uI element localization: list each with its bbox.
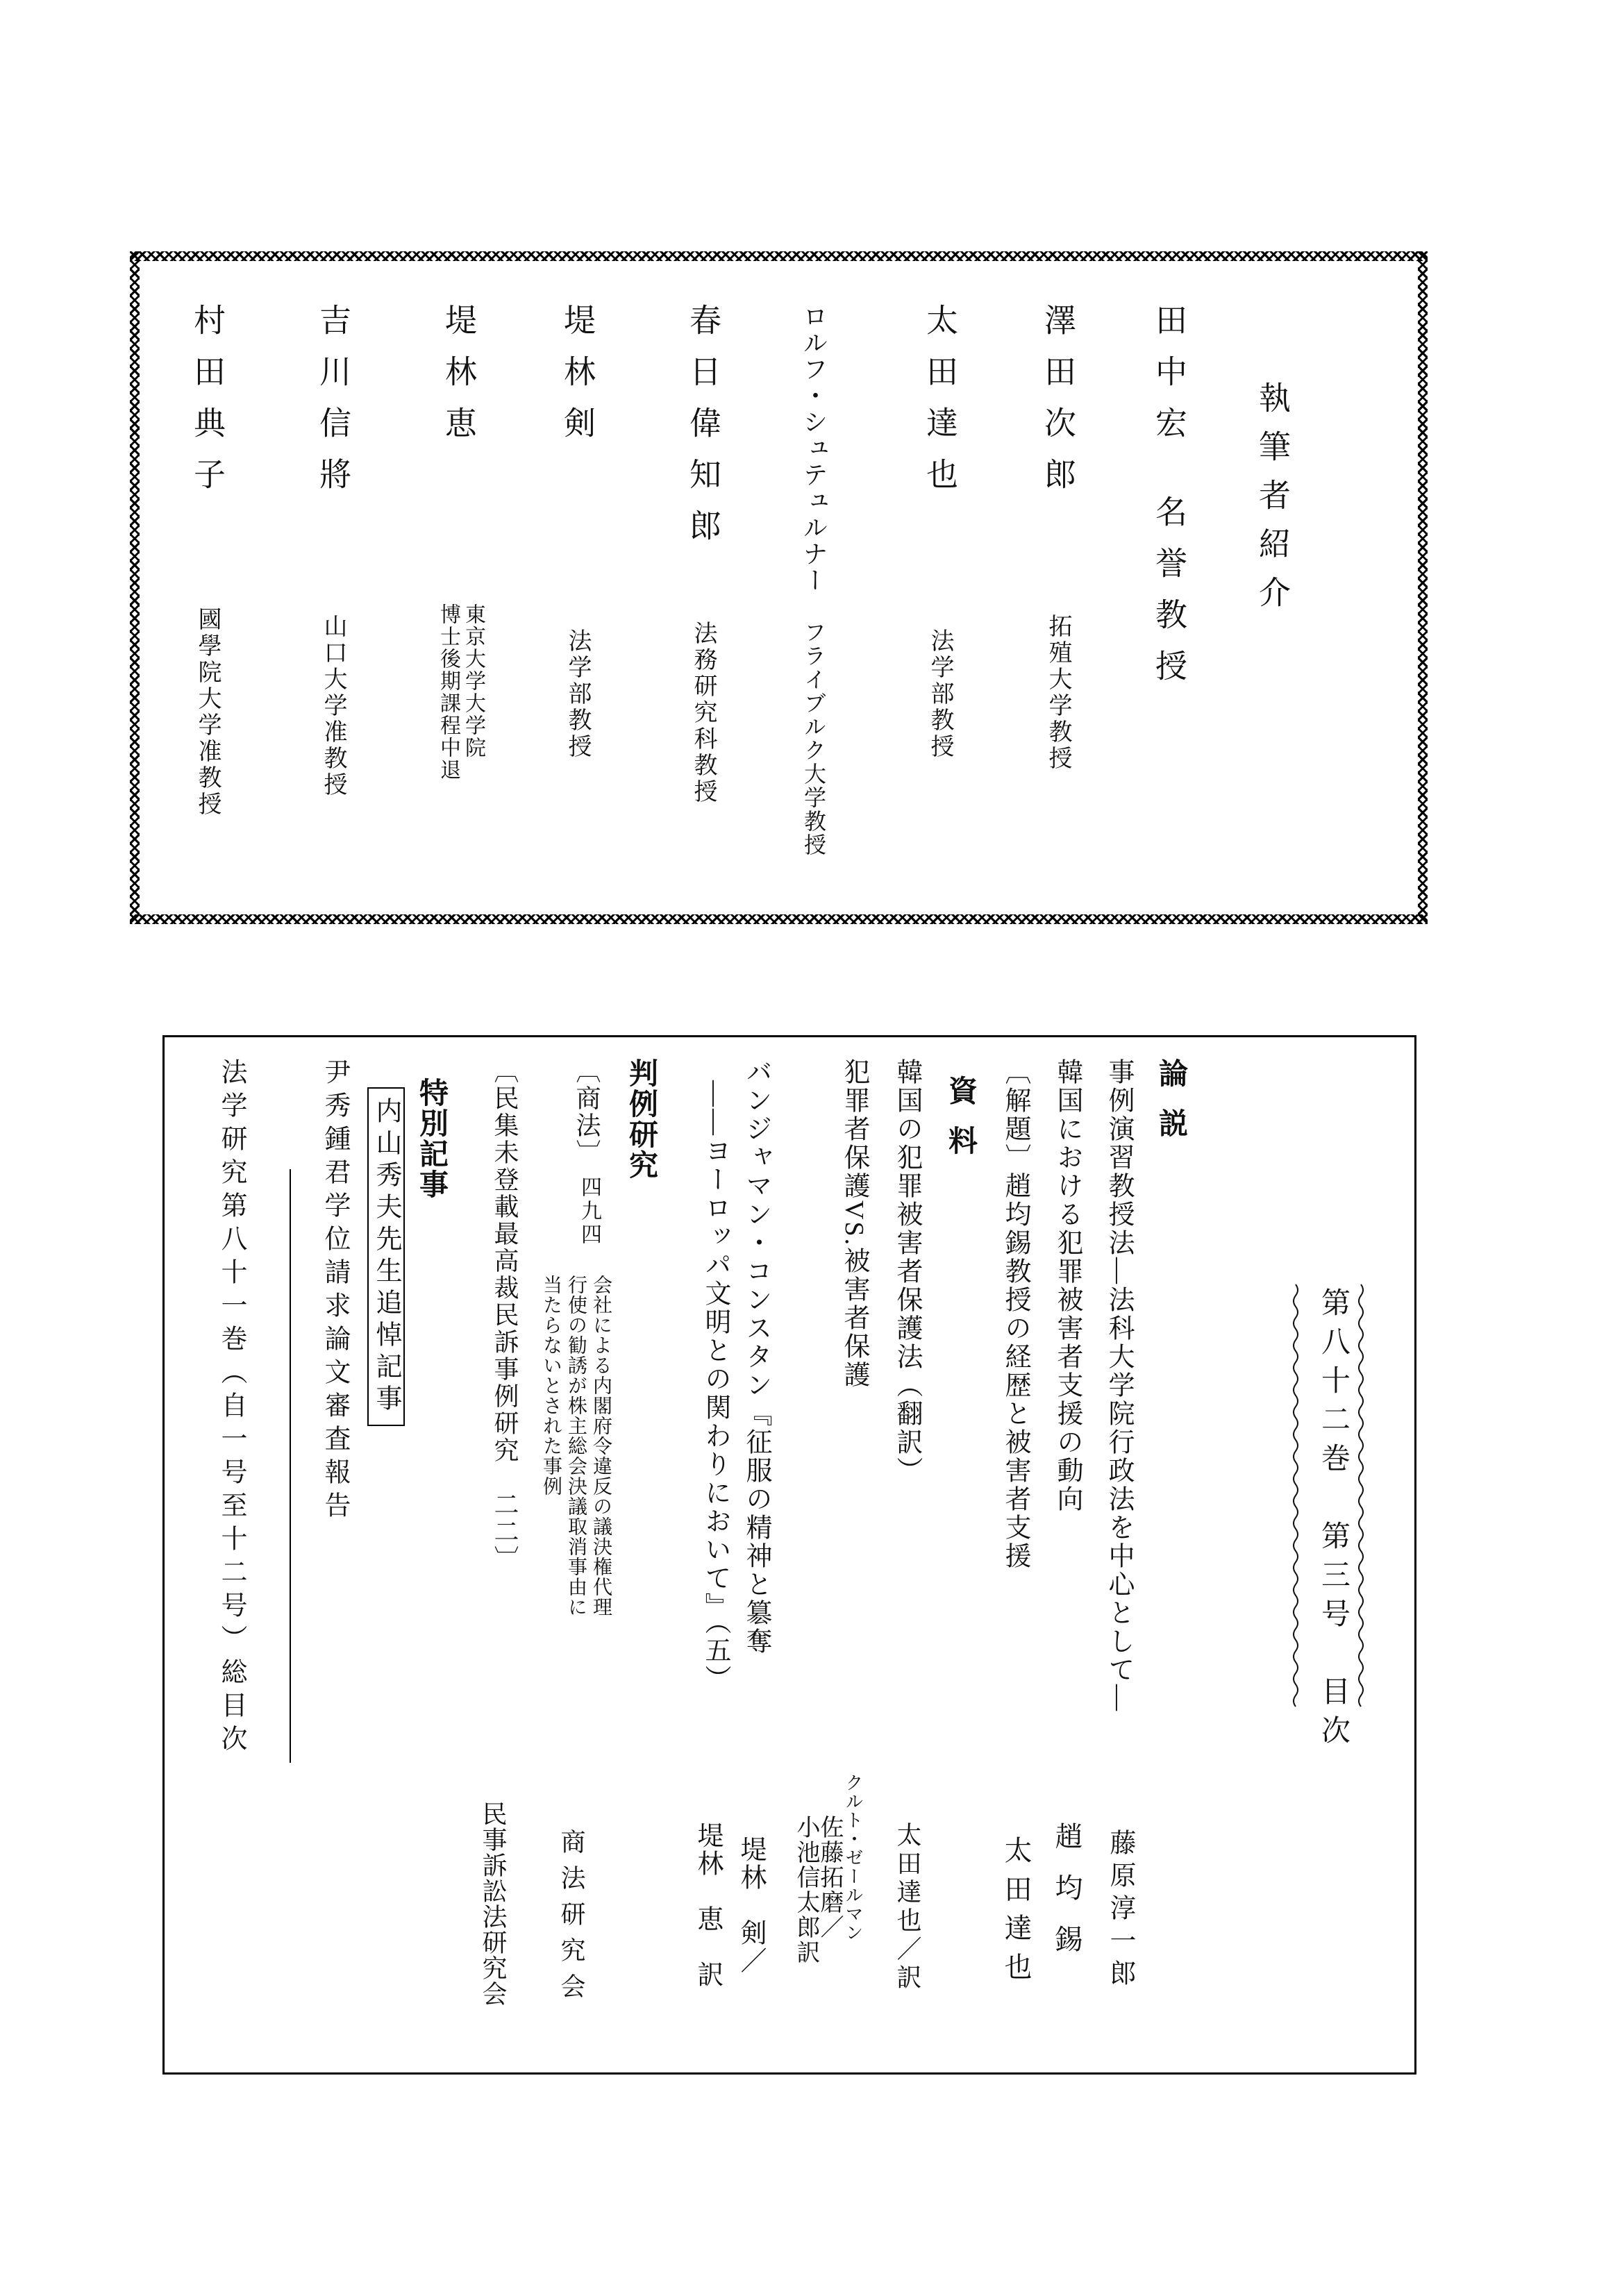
toc-entry-title-line1: バンジャマン・コンスタン『征服の精神と簒奪 <box>742 1058 771 1656</box>
toc-entry-title: 〔解題〕趙均錫教授の経歴と被害者支援 <box>1001 1058 1030 1570</box>
wavy-ornament-right <box>1356 1282 1366 1726</box>
toc-entry-title: 〔民集未登載最高裁民訴事例研究 二二〕 <box>491 1058 519 1573</box>
toc-volume-title: 第八十二巻 第三号 目次 <box>1317 1287 1349 1754</box>
author-affiliation-line2: 博士後期課程中退 <box>437 603 460 781</box>
author-name: 村田典子 <box>190 303 225 509</box>
author-affiliation: 法学部教授 <box>565 628 590 760</box>
toc-entry-title: 事例演習教授法―法科大学院行政法を中心として― <box>1104 1058 1133 1713</box>
author-entry <box>552 251 602 924</box>
author-name: 澤田次郎 <box>1040 303 1076 509</box>
toc-entry-author: 民事訴訟法研究会 <box>479 1801 507 2006</box>
author-entry <box>789 251 839 924</box>
toc-entry-title-line2: ――ヨーロッパ文明との関わりにおいて』（五） <box>701 1080 730 1693</box>
author-affiliation: 國學院大学准教授 <box>194 607 220 818</box>
decorative-border-left <box>130 251 140 924</box>
toc-entry-author: 商法研究会 <box>558 1829 585 2009</box>
author-entry <box>678 251 728 924</box>
author-affiliation-line1: 東京大学大学院 <box>462 603 485 759</box>
toc-entry-description-line1: 会社による内閣府令違反の議決権代理 <box>590 1275 612 1617</box>
toc-entry-title: 尹秀鍾君学位請求論文審査報告 <box>320 1058 349 1525</box>
section-header-case-studies: 判例研究 <box>625 1058 657 1180</box>
author-entry <box>1032 251 1082 924</box>
author-name: 吉川信將 <box>315 303 351 509</box>
author-affiliation: 法務研究科教授 <box>690 621 716 805</box>
author-entry <box>914 251 964 924</box>
author-affiliation: 名誉教授 <box>1151 495 1187 701</box>
toc-entry-author-original: クルト・ゼールマン <box>843 1773 863 1942</box>
toc-entry-author: 趙均錫 <box>1051 1822 1082 1976</box>
toc-entry-translator: 堤林 恵 訳 <box>693 1822 722 1988</box>
authors-intro-box <box>130 251 1428 924</box>
author-entry <box>1144 251 1194 924</box>
toc-box <box>162 1035 1416 2075</box>
author-entry <box>308 251 358 924</box>
author-name: 太田達也 <box>922 303 958 509</box>
toc-entry-author: 太田達也／訳 <box>894 1822 921 1993</box>
toc-entry-title: 韓国における犯罪被害者支援の動向 <box>1053 1058 1082 1514</box>
toc-entry-author: 藤原淳一郎 <box>1105 1829 1135 1992</box>
author-name: 田中宏 <box>1151 303 1187 458</box>
toc-entry-title: 犯罪者保護VS.被害者保護 <box>839 1058 869 1390</box>
wavy-ornament-left <box>1291 1282 1301 1726</box>
toc-entry-translator: 堤林 剣／ <box>736 1836 765 1975</box>
author-name: 春日偉知郎 <box>685 303 721 560</box>
section-header-articles: 論説 <box>1155 1058 1187 1158</box>
author-affiliation: 法学部教授 <box>927 628 953 760</box>
author-name: 堤林剣 <box>560 303 595 458</box>
toc-entry-description-line2: 行使の勧誘が株主総会決議取消事由に <box>565 1275 587 1617</box>
toc-entry-translator: 佐藤拓磨／ <box>817 1815 842 1940</box>
authors-box-title: 執筆者紹介 <box>1255 381 1290 624</box>
toc-entry-memorial: 内山秀夫先生追悼記事 <box>367 1087 405 1426</box>
toc-entry-author: 太田達也 <box>1001 1836 1032 1991</box>
toc-entry-page-number: 四九四 <box>578 1176 601 1247</box>
section-header-materials: 資料 <box>944 1075 976 1175</box>
author-name: ロルフ・シュテュルナー <box>800 303 828 594</box>
toc-entry-title: 韓国の犯罪被害者保護法（翻訳） <box>892 1058 921 1485</box>
authors-box-title-column <box>1247 251 1297 924</box>
author-entry <box>433 251 483 924</box>
author-affiliation: 拓殖大学教授 <box>1045 614 1071 772</box>
decorative-border-right <box>1418 251 1428 924</box>
toc-entry-label: 〔商法〕 <box>573 1058 601 1166</box>
toc-entry-translator: 小池信太郎訳 <box>793 1815 819 1965</box>
author-affiliation: フライブルク大学教授 <box>801 621 826 857</box>
author-entry <box>182 251 232 924</box>
author-affiliation: 山口大学准教授 <box>320 614 346 798</box>
toc-entry-description-line3: 当たらないとされた事例 <box>540 1275 562 1496</box>
vertical-rule <box>290 1169 291 1763</box>
author-affiliation <box>433 603 483 781</box>
section-header-special: 特別記事 <box>415 1078 447 1200</box>
author-name: 堤林恵 <box>441 303 476 458</box>
toc-entry-title: 法学研究第八十一巻（自一号至十二号）総目次 <box>217 1058 246 1758</box>
